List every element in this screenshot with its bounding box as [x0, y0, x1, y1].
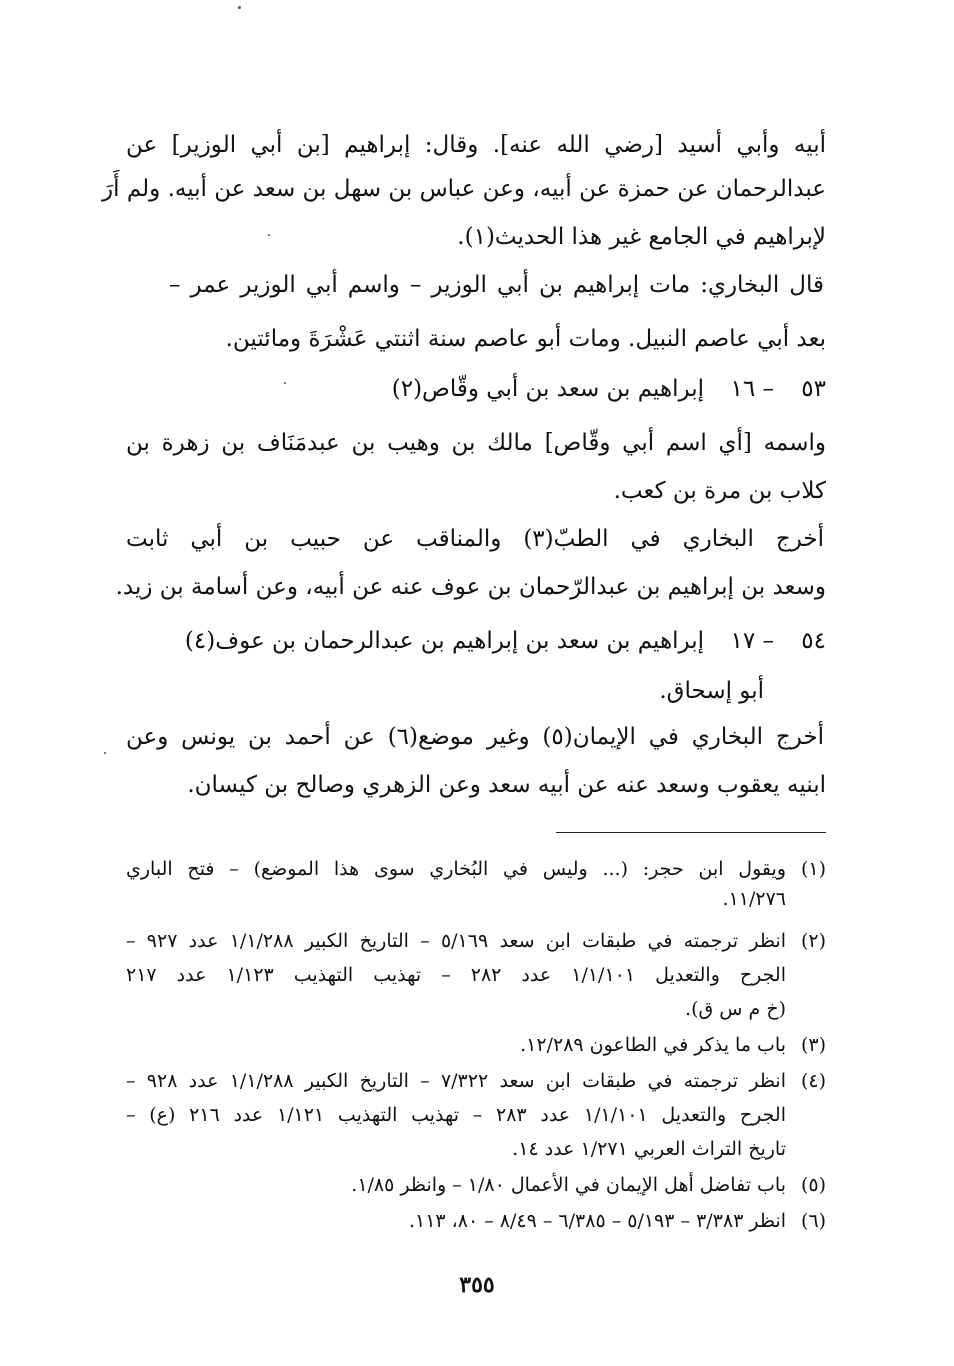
entry-heading: إبراهيم بن سعد بن إبراهيم بن عبدالرحمان بن عوف(٤) [184, 628, 704, 654]
entry-global-number: ٥٣ [801, 376, 826, 402]
footnote-number: (٤) [800, 1070, 826, 1092]
entry-local-number: ١٧ – [730, 628, 774, 654]
body-line-13: أخرج البخاري في الإيمان(٥) وغير موضع(٦) عن أحمد بن يونس وعن [126, 724, 825, 750]
page-number: ٣٥٥ [459, 1272, 495, 1298]
body-line-2: عبدالرحمان عن حمزة عن أبيه، وعن عباس بن سهل بن سعد عن أبيه. ولم أَرَ [102, 176, 826, 202]
footnote-text: انظر ترجمته في طبقات ابن سعد ٧/٣٢٢ – التاريخ الكبير ١/١/٢٨٨ عدد ٩٢٨ – [126, 1070, 786, 1092]
entry-heading: إبراهيم بن سعد بن أبي وقّاص(٢) [391, 376, 704, 402]
footnote-number: (٣) [800, 1034, 826, 1056]
footnote-text: الجرح والتعديل ١/١/١٠١ عدد ٢٨٣ – تهذيب التهذيب ١/١٢١ عدد ٢١٦ (ع) – [126, 1104, 786, 1126]
footnote-text: باب تفاضل أهل الإيمان في الأعمال ١/٨٠ – وانظر ١/٨٥. [351, 1174, 786, 1196]
footnote-text: باب ما يذكر في الطاعون ١٢/٢٨٩. [520, 1034, 786, 1056]
entry-global-number: ٥٤ [801, 628, 826, 654]
scan-speck [238, 6, 241, 9]
body-line-5: بعد أبي عاصم النبيل. ومات أبو عاصم سنة اثنتي عَشْرَةَ ومائتين. [225, 326, 826, 352]
footnote-separator [556, 832, 826, 833]
footnote-text: تاريخ التراث العربي ١/٢٧١ عدد ١٤. [512, 1138, 786, 1160]
footnote-text: انظر ترجمته في طبقات ابن سعد ٥/١٦٩ – التاريخ الكبير ١/١/٢٨٨ عدد ٩٢٧ – [126, 930, 786, 952]
footnote-text: الجرح والتعديل ١/١/١٠١ عدد ٢٨٢ – تهذيب التهذيب ١/١٢٣ عدد ٢١٧ [126, 964, 786, 986]
footnote-number: (٦) [800, 1210, 826, 1232]
footnote-number: (٥) [800, 1174, 826, 1196]
entry-local-number: ١٦ – [730, 376, 774, 402]
footnote-text: انظر ٣/٣٨٣ – ٥/١٩٣ – ٦/٣٨٥ – ٨/٤٩ – ٨٠، ١١٣. [408, 1210, 786, 1232]
footnote-number: (٢) [800, 930, 826, 952]
scan-speck [284, 382, 286, 384]
body-line-1: أبيه وأبي أسيد [رضي الله عنه]. وقال: إبراهيم [بن أبي الوزير] عن [126, 132, 826, 158]
body-line-14: ابنيه يعقوب وسعد عنه عن أبيه سعد وعن الزهري وصالح بن كيسان. [187, 772, 826, 798]
body-line-9: أخرج البخاري في الطبّ(٣) والمناقب عن حبيب بن أبي ثابت [126, 526, 824, 552]
body-line-12: أبو إسحاق. [659, 678, 764, 704]
body-line-10: وسعد بن إبراهيم بن عبدالرّحمان بن عوف عنه عن أبيه، وعن أسامة بن زيد. [115, 574, 826, 600]
body-line-3: لإبراهيم في الجامع غير هذا الحديث(١). [457, 224, 826, 250]
footnote-text: (خ م س ق). [685, 998, 786, 1020]
body-line-4: قال البخاري: مات إبراهيم بن أبي الوزير – واسم أبي الوزير عمر – [169, 272, 824, 298]
footnote-text: ١١/٢٧٦. [722, 888, 786, 910]
body-line-8: كلاب بن مرة بن كعب. [613, 478, 826, 504]
body-line-7: واسمه [أي اسم أبي وقّاص] مالك بن وهيب بن عبدمَنَاف بن زهرة بن [126, 430, 826, 456]
footnote-number: (١) [800, 858, 826, 880]
footnote-text: ويقول ابن حجر: (... وليس في البُخاري سوى هذا الموضع) – فتح الباري [126, 858, 786, 880]
scan-speck [104, 752, 106, 754]
